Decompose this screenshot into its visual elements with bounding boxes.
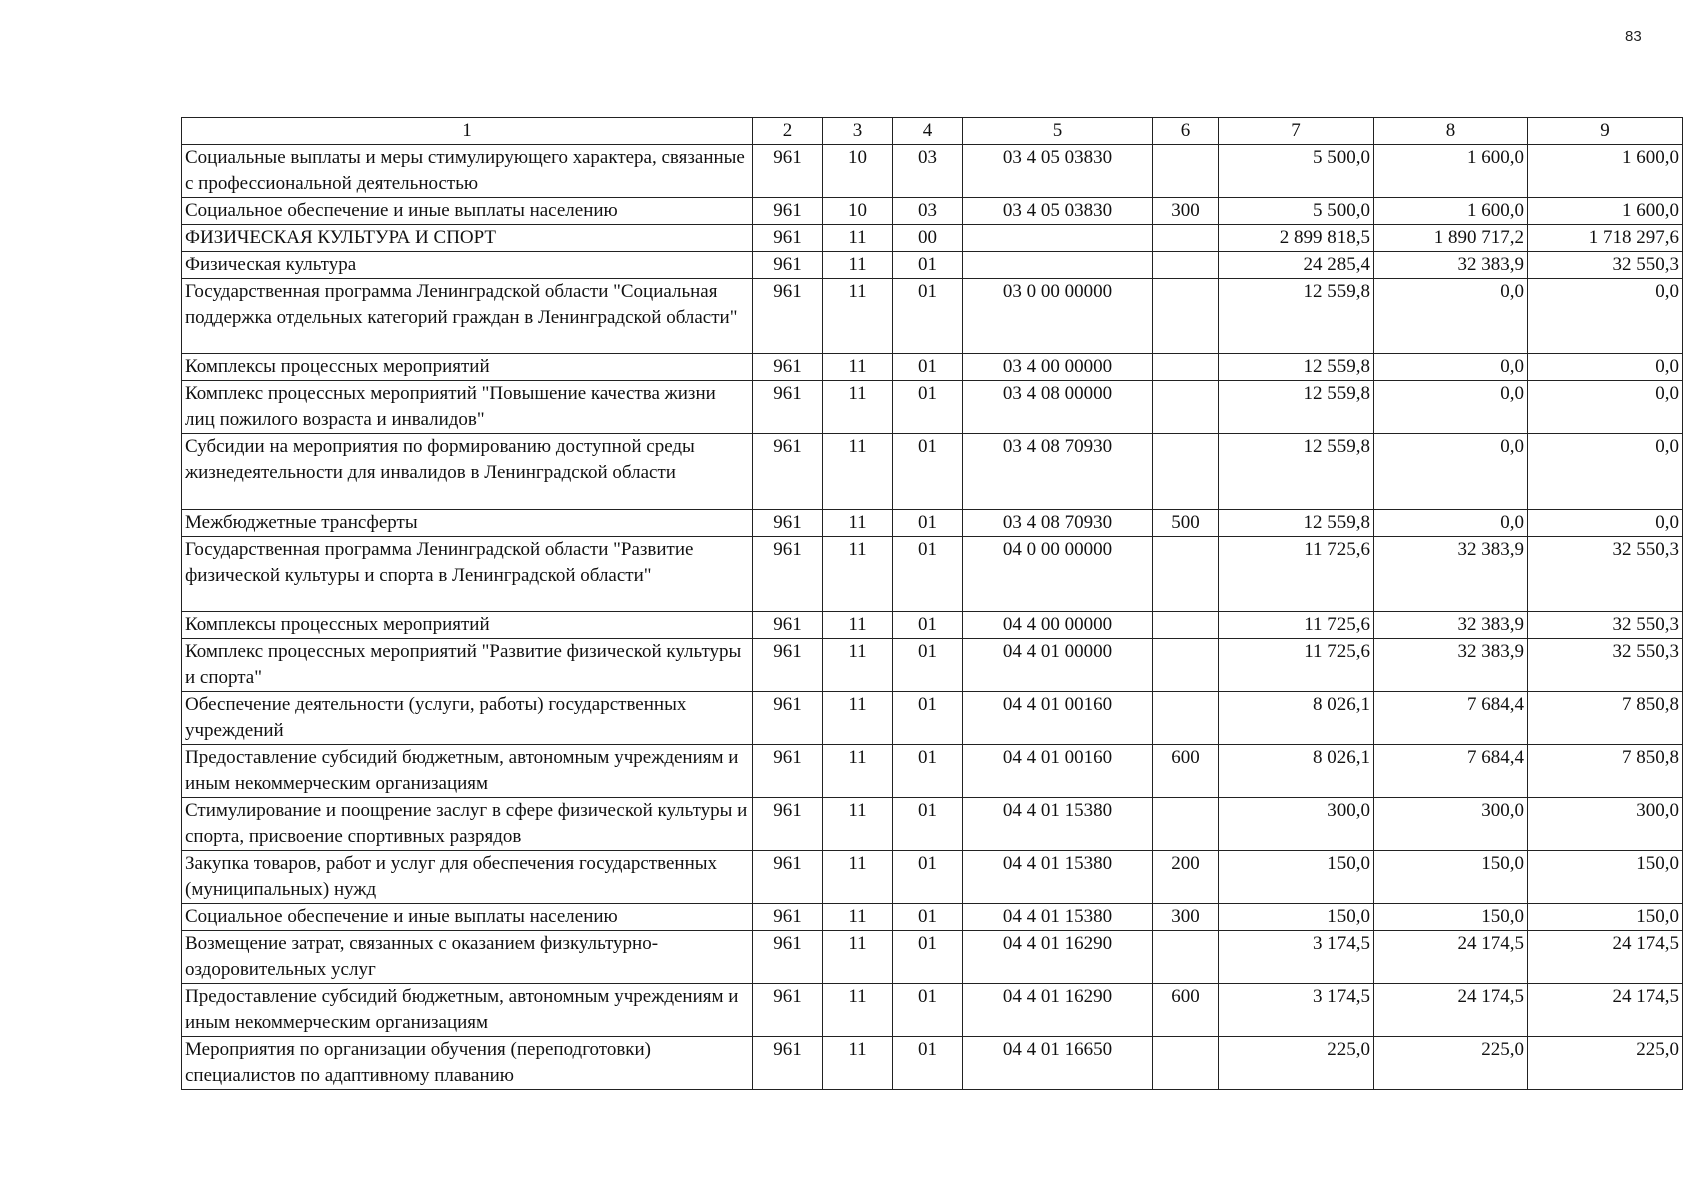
subsection-code-cell: 01 [893,537,963,612]
section-code-cell: 10 [823,198,893,225]
expense-type-cell [1153,1037,1219,1090]
amount-col7-cell: 12 559,8 [1219,381,1374,434]
amount-col9-cell: 24 174,5 [1528,931,1683,984]
expense-type-cell [1153,639,1219,692]
amount-col8-cell: 32 383,9 [1374,639,1528,692]
section-code-cell: 11 [823,252,893,279]
chapter-code-cell: 961 [753,145,823,198]
expense-type-cell [1153,145,1219,198]
table-row [182,145,1683,198]
row-name-cell: Комплексы процессных мероприятий [182,354,753,381]
subsection-code-cell: 03 [893,198,963,225]
chapter-code-cell: 961 [753,798,823,851]
target-item-cell: 04 4 00 00000 [963,612,1153,639]
table-row [182,612,1683,639]
subsection-code-cell: 01 [893,639,963,692]
table-row [182,931,1683,984]
amount-col7-cell: 3 174,5 [1219,931,1374,984]
subsection-code-cell: 01 [893,354,963,381]
section-code-cell: 11 [823,798,893,851]
row-name-cell: Возмещение затрат, связанных с оказанием физкультурно-оздоровительных услуг [182,931,753,984]
chapter-code-cell: 961 [753,612,823,639]
amount-col7-cell: 5 500,0 [1219,198,1374,225]
row-name-cell: Предоставление субсидий бюджетным, автономным учреждениям и иным некоммерческим организациям [182,745,753,798]
expense-type-cell [1153,692,1219,745]
row-name-cell: Социальное обеспечение и иные выплаты населению [182,198,753,225]
section-code-cell: 11 [823,537,893,612]
table-row [182,198,1683,225]
subsection-code-cell: 00 [893,225,963,252]
row-name-cell: Комплекс процессных мероприятий "Повышение качества жизни лиц пожилого возраста и инвалидов" [182,381,753,434]
amount-col7-cell: 11 725,6 [1219,537,1374,612]
row-name-cell: Государственная программа Ленинградской области "Социальная поддержка отдельных категорий граждан в Ленинградской области" [182,279,753,354]
amount-col7-cell: 8 026,1 [1219,692,1374,745]
row-name-cell: ФИЗИЧЕСКАЯ КУЛЬТУРА И СПОРТ [182,225,753,252]
amount-col7-cell: 11 725,6 [1219,612,1374,639]
subsection-code-cell: 01 [893,1037,963,1090]
chapter-code-cell: 961 [753,381,823,434]
amount-col8-cell: 0,0 [1374,434,1528,510]
row-name-cell: Физическая культура [182,252,753,279]
table-row [182,252,1683,279]
amount-col8-cell: 7 684,4 [1374,745,1528,798]
expense-type-cell: 300 [1153,198,1219,225]
section-code-cell: 11 [823,434,893,510]
expense-type-cell: 200 [1153,851,1219,904]
target-item-cell: 04 4 01 00160 [963,692,1153,745]
header-cell: 9 [1528,118,1683,145]
amount-col9-cell: 1 718 297,6 [1528,225,1683,252]
subsection-code-cell: 01 [893,279,963,354]
chapter-code-cell: 961 [753,1037,823,1090]
header-cell: 4 [893,118,963,145]
target-item-cell: 04 4 01 00000 [963,639,1153,692]
target-item-cell: 03 4 08 00000 [963,381,1153,434]
amount-col7-cell: 12 559,8 [1219,279,1374,354]
section-code-cell: 11 [823,225,893,252]
amount-col7-cell: 24 285,4 [1219,252,1374,279]
row-name-cell: Государственная программа Ленинградской области "Развитие физической культуры и спорта в Ленинградской области" [182,537,753,612]
table-row [182,639,1683,692]
amount-col7-cell: 5 500,0 [1219,145,1374,198]
chapter-code-cell: 961 [753,225,823,252]
row-name-cell: Комплексы процессных мероприятий [182,612,753,639]
expense-type-cell: 600 [1153,745,1219,798]
table-row [182,279,1683,354]
amount-col9-cell: 1 600,0 [1528,145,1683,198]
expense-type-cell [1153,434,1219,510]
table-row [182,984,1683,1037]
header-cell: 8 [1374,118,1528,145]
table-row [182,904,1683,931]
table-row [182,851,1683,904]
target-item-cell: 03 4 08 70930 [963,434,1153,510]
target-item-cell: 04 4 01 16290 [963,984,1153,1037]
row-name-cell: Стимулирование и поощрение заслуг в сфере физической культуры и спорта, присвоение спортивных разрядов [182,798,753,851]
section-code-cell: 11 [823,984,893,1037]
expense-type-cell [1153,252,1219,279]
target-item-cell: 04 4 01 15380 [963,798,1153,851]
amount-col9-cell: 150,0 [1528,851,1683,904]
chapter-code-cell: 961 [753,904,823,931]
amount-col8-cell: 225,0 [1374,1037,1528,1090]
amount-col8-cell: 24 174,5 [1374,931,1528,984]
target-item-cell: 04 0 00 00000 [963,537,1153,612]
amount-col8-cell: 32 383,9 [1374,252,1528,279]
amount-col7-cell: 12 559,8 [1219,510,1374,537]
table-row [182,692,1683,745]
row-name-cell: Закупка товаров, работ и услуг для обеспечения государственных (муниципальных) нужд [182,851,753,904]
amount-col7-cell: 12 559,8 [1219,354,1374,381]
amount-col8-cell: 1 600,0 [1374,145,1528,198]
chapter-code-cell: 961 [753,198,823,225]
chapter-code-cell: 961 [753,639,823,692]
amount-col9-cell: 225,0 [1528,1037,1683,1090]
section-code-cell: 10 [823,145,893,198]
expense-type-cell [1153,612,1219,639]
amount-col9-cell: 7 850,8 [1528,692,1683,745]
subsection-code-cell: 01 [893,798,963,851]
amount-col8-cell: 0,0 [1374,279,1528,354]
amount-col8-cell: 0,0 [1374,354,1528,381]
amount-col8-cell: 0,0 [1374,381,1528,434]
target-item-cell: 03 0 00 00000 [963,279,1153,354]
chapter-code-cell: 961 [753,931,823,984]
target-item-cell: 04 4 01 16650 [963,1037,1153,1090]
amount-col9-cell: 32 550,3 [1528,639,1683,692]
amount-col9-cell: 32 550,3 [1528,612,1683,639]
chapter-code-cell: 961 [753,692,823,745]
amount-col8-cell: 150,0 [1374,904,1528,931]
subsection-code-cell: 01 [893,252,963,279]
header-cell: 3 [823,118,893,145]
section-code-cell: 11 [823,639,893,692]
chapter-code-cell: 961 [753,510,823,537]
subsection-code-cell: 01 [893,510,963,537]
row-name-cell: Субсидии на мероприятия по формированию доступной среды жизнедеятельности для инвалидов в Ленинградской области [182,434,753,510]
target-item-cell: 04 4 01 16290 [963,931,1153,984]
header-cell: 5 [963,118,1153,145]
amount-col9-cell: 0,0 [1528,279,1683,354]
amount-col7-cell: 150,0 [1219,904,1374,931]
section-code-cell: 11 [823,745,893,798]
amount-col9-cell: 7 850,8 [1528,745,1683,798]
section-code-cell: 11 [823,904,893,931]
chapter-code-cell: 961 [753,851,823,904]
chapter-code-cell: 961 [753,537,823,612]
subsection-code-cell: 01 [893,745,963,798]
expense-type-cell [1153,931,1219,984]
row-name-cell: Мероприятия по организации обучения (переподготовки) специалистов по адаптивному плаванию [182,1037,753,1090]
target-item-cell [963,225,1153,252]
table-row [182,1037,1683,1090]
amount-col9-cell: 150,0 [1528,904,1683,931]
row-name-cell: Социальное обеспечение и иные выплаты населению [182,904,753,931]
expense-type-cell: 600 [1153,984,1219,1037]
subsection-code-cell: 01 [893,931,963,984]
target-item-cell: 03 4 05 03830 [963,198,1153,225]
row-name-cell: Предоставление субсидий бюджетным, автономным учреждениям и иным некоммерческим организациям [182,984,753,1037]
table-row [182,745,1683,798]
subsection-code-cell: 01 [893,692,963,745]
amount-col9-cell: 24 174,5 [1528,984,1683,1037]
target-item-cell [963,252,1153,279]
amount-col7-cell: 8 026,1 [1219,745,1374,798]
header-cell: 7 [1219,118,1374,145]
amount-col9-cell: 0,0 [1528,381,1683,434]
table-row [182,798,1683,851]
amount-col8-cell: 32 383,9 [1374,612,1528,639]
target-item-cell: 04 4 01 15380 [963,904,1153,931]
table-row [182,354,1683,381]
subsection-code-cell: 01 [893,904,963,931]
amount-col9-cell: 0,0 [1528,510,1683,537]
expense-type-cell [1153,537,1219,612]
table-row [182,381,1683,434]
amount-col7-cell: 300,0 [1219,798,1374,851]
amount-col9-cell: 32 550,3 [1528,252,1683,279]
expense-type-cell: 300 [1153,904,1219,931]
table-row [182,537,1683,612]
target-item-cell: 03 4 05 03830 [963,145,1153,198]
amount-col7-cell: 3 174,5 [1219,984,1374,1037]
amount-col7-cell: 11 725,6 [1219,639,1374,692]
chapter-code-cell: 961 [753,984,823,1037]
section-code-cell: 11 [823,279,893,354]
amount-col7-cell: 2 899 818,5 [1219,225,1374,252]
target-item-cell: 04 4 01 00160 [963,745,1153,798]
amount-col8-cell: 32 383,9 [1374,537,1528,612]
amount-col9-cell: 0,0 [1528,434,1683,510]
section-code-cell: 11 [823,1037,893,1090]
header-cell: 2 [753,118,823,145]
expense-type-cell [1153,381,1219,434]
section-code-cell: 11 [823,931,893,984]
chapter-code-cell: 961 [753,279,823,354]
amount-col9-cell: 32 550,3 [1528,537,1683,612]
subsection-code-cell: 01 [893,434,963,510]
expense-type-cell [1153,279,1219,354]
amount-col8-cell: 150,0 [1374,851,1528,904]
amount-col8-cell: 1 600,0 [1374,198,1528,225]
row-name-cell: Комплекс процессных мероприятий "Развитие физической культуры и спорта" [182,639,753,692]
page-number: 83 [1625,28,1642,45]
target-item-cell: 03 4 08 70930 [963,510,1153,537]
subsection-code-cell: 01 [893,984,963,1037]
row-name-cell: Обеспечение деятельности (услуги, работы) государственных учреждений [182,692,753,745]
row-name-cell: Социальные выплаты и меры стимулирующего характера, связанные с профессиональной деятельностью [182,145,753,198]
header-cell: 6 [1153,118,1219,145]
chapter-code-cell: 961 [753,354,823,381]
section-code-cell: 11 [823,692,893,745]
amount-col7-cell: 12 559,8 [1219,434,1374,510]
amount-col8-cell: 7 684,4 [1374,692,1528,745]
expense-type-cell [1153,798,1219,851]
section-code-cell: 11 [823,851,893,904]
header-cell: 1 [182,118,753,145]
amount-col8-cell: 300,0 [1374,798,1528,851]
amount-col8-cell: 1 890 717,2 [1374,225,1528,252]
expense-type-cell: 500 [1153,510,1219,537]
target-item-cell: 03 4 00 00000 [963,354,1153,381]
section-code-cell: 11 [823,381,893,434]
amount-col7-cell: 225,0 [1219,1037,1374,1090]
amount-col8-cell: 24 174,5 [1374,984,1528,1037]
table-row [182,510,1683,537]
section-code-cell: 11 [823,612,893,639]
table-row [182,225,1683,252]
budget-table [181,117,1683,1090]
subsection-code-cell: 03 [893,145,963,198]
chapter-code-cell: 961 [753,252,823,279]
subsection-code-cell: 01 [893,381,963,434]
target-item-cell: 04 4 01 15380 [963,851,1153,904]
chapter-code-cell: 961 [753,745,823,798]
expense-type-cell [1153,354,1219,381]
amount-col9-cell: 0,0 [1528,354,1683,381]
section-code-cell: 11 [823,510,893,537]
header-row [182,118,1683,145]
amount-col8-cell: 0,0 [1374,510,1528,537]
amount-col9-cell: 300,0 [1528,798,1683,851]
amount-col7-cell: 150,0 [1219,851,1374,904]
expense-type-cell [1153,225,1219,252]
subsection-code-cell: 01 [893,612,963,639]
section-code-cell: 11 [823,354,893,381]
chapter-code-cell: 961 [753,434,823,510]
row-name-cell: Межбюджетные трансферты [182,510,753,537]
subsection-code-cell: 01 [893,851,963,904]
table-row [182,434,1683,510]
amount-col9-cell: 1 600,0 [1528,198,1683,225]
